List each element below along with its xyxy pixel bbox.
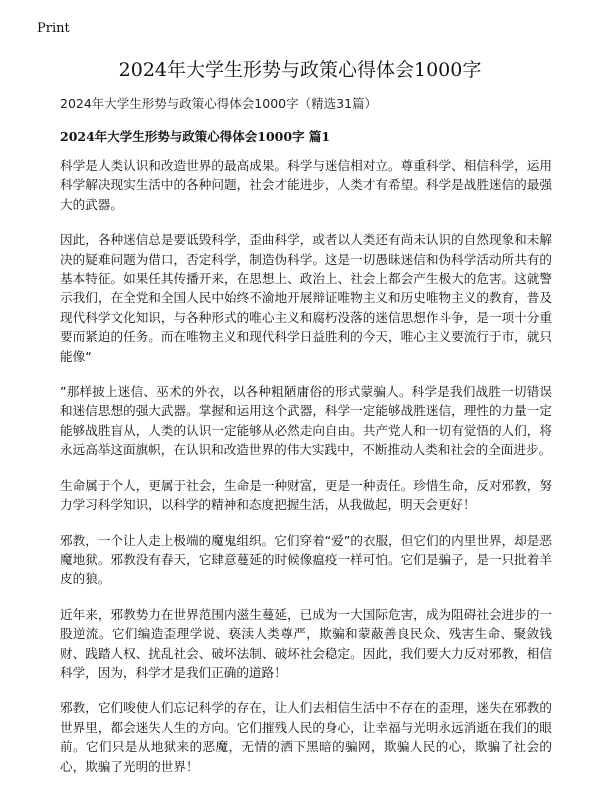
- paragraph: 科学是人类认识和改造世界的最高成果。科学与迷信相对立。尊重科学、相信科学，运用科学解决现实生活中的各种问题，社会才能进步，人类才有希望。科学是战胜迷信的最强大的武器。: [60, 158, 552, 212]
- article-body: [60, 156, 552, 792]
- paragraph: 近年来，邪教势力在世界范围内滋生蔓延，已成为一大国际危害，成为阻碍社会进步的一股逆流。它们编造歪理学说、亵渎人类尊严，欺骗和蒙蔽善良民众、残害生命、聚敛钱财、践踏人权、扰乱社会、破坏法制、破坏社会稳定。因此，我们要大力反对邪教，相信科学，因为，科学才是我们正确的道路！: [60, 606, 552, 680]
- page-title: 2024年大学生形势与政策心得体会1000字: [118, 59, 482, 81]
- document-subtitle: 2024年大学生形势与政策心得体会1000字（精选31篇）: [60, 96, 378, 111]
- paragraph: 邪教，它们唆使人们忘记科学的存在，让人们去相信生活中不存在的歪理，迷失在邪教的世界里，都会迷失人生的方向。它们摧残人民的身心，让幸福与光明永远消逝在我们的眼前。它们只是从地狱来的恶魔，无情的洒下黑暗的骗网，欺骗人民的心，欺骗了社会的心，欺骗了光明的世界！: [60, 700, 552, 774]
- paragraph: 邪教，一个让人走上极端的魔鬼组织。它们穿着“爱”的衣服，但它们的内里世界，却是恶魔地狱。邪教没有春天，它肆意蔓延的时候像瘟疫一样可怕。它们是骗子，是一只批着羊皮的狼。: [60, 532, 552, 587]
- paragraph: 因此，各种迷信总是要诋毁科学，歪曲科学，或者以人类还有尚未认识的自然现象和未解决的疑难问题为借口，否定科学，制造伪科学。这是一切愚昧迷信和伪科学活动所共有的基本特征。如果任其传播开来，在思想上、政治上、社会上都会产生极大的危害。这就警示我们，在全党和全国人民中始终不渝地开展辩证唯物主义和历史唯物主义的教育，普及现代科学文化知识，与各种形式的唯心主义和腐朽没落的迷信思想作斗争，是一项十分重要而紧迫的任务。而在唯物主义和现代科学日益胜利的今天，唯心主义要流行于市，就只能像“: [60, 232, 552, 364]
- section-heading: 2024年大学生形势与政策心得体会1000字 篇1: [60, 129, 331, 144]
- paragraph: ”那样披上迷信、巫术的外衣，以各种粗陋庸俗的形式蒙骗人。科学是我们战胜一切错误和迷信思想的强大武器。掌握和运用这个武器，科学一定能够战胜迷信，理性的力量一定能够战胜盲从，人类的认识一定能够从必然走向自由。共产党人和一切有觉悟的人们，将永远高举这面旗帜，在认识和改造世界的伟大实践中，不断推动人类和社会的全面进步。: [60, 384, 552, 458]
- paragraph: 生命属于个人，更属于社会，生命是一种财富，更是一种责任。珍惜生命，反对邪教，努力学习科学知识，以科学的精神和态度把握生活，从我做起，明天会更好！: [60, 477, 552, 513]
- print-link[interactable]: Print: [37, 21, 70, 36]
